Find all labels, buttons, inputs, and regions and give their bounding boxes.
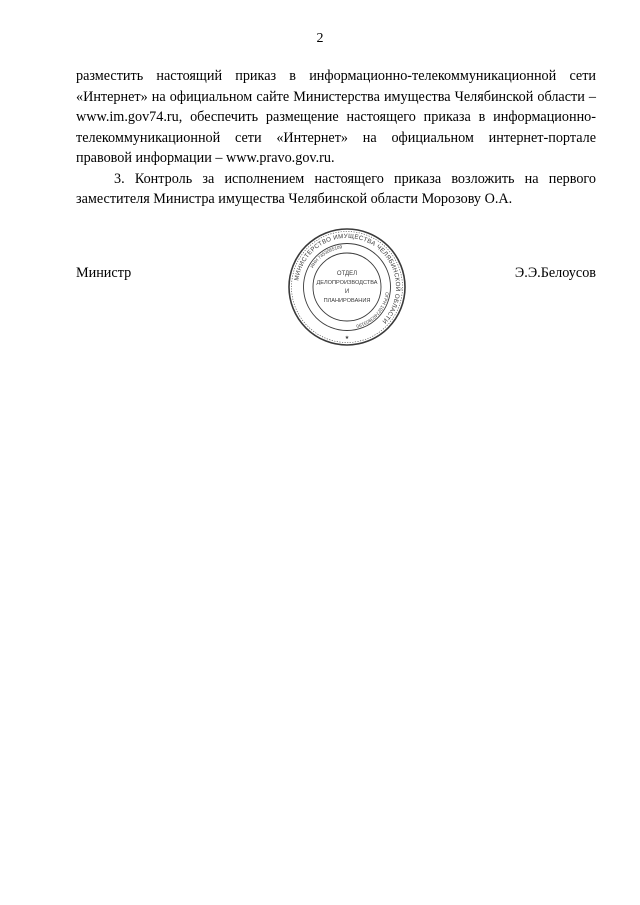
paragraph-item-3: 3. Контроль за исполнением настоящего приказа возложить на первого заместителя Министра имущества Челябинской области Морозову О.А. <box>76 170 596 207</box>
seal-graphic <box>286 226 408 348</box>
seal-center-line-2: ДЕЛОПРОИЗВОДСТВА <box>316 280 378 286</box>
seal-center-line-1: ОТДЕЛ <box>336 271 358 277</box>
signatory-name: Э.Э.Белоусов <box>514 265 596 281</box>
official-seal-stamp <box>286 226 408 348</box>
signatory-title: Министр <box>76 265 132 281</box>
seal-ogrn-code: ОГРН 1027403903190 <box>355 291 390 329</box>
page-number: 2 <box>316 31 324 46</box>
paragraph-continuation: разместить настоящий приказ в информационно-телекоммуникационной сети «Интернет» на официальном сайте Министерства имущества Челябинской области – www.im.gov74.ru, обеспечить размещение настоящего приказа в информационно-телекоммуникационной сети «Интернет» на официальном интернет-портале правовой информации – www.pravo.gov.ru. <box>76 68 596 166</box>
document-body <box>76 66 596 210</box>
seal-inn-code: ИНН 7453065109 <box>309 244 343 269</box>
seal-ring-text: МИНИСТЕРСТВО ИМУЩЕСТВА ЧЕЛЯБИНСКОЙ ОБЛАСТИ <box>293 232 402 325</box>
seal-center-line-3: И <box>344 289 350 295</box>
seal-center-line-4: ПЛАНИРОВАНИЯ <box>323 298 371 304</box>
seal-star-icon: ★ <box>344 335 350 341</box>
